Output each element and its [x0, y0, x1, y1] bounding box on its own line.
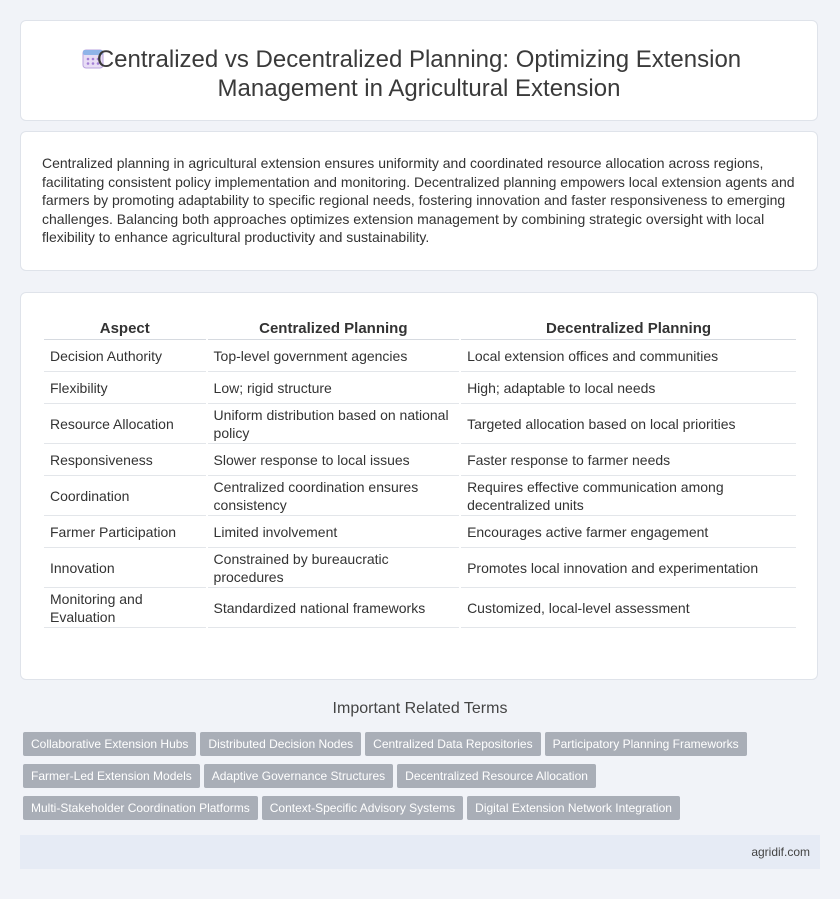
table-row	[44, 476, 796, 516]
site-name[interactable]: agridif.com	[751, 845, 810, 859]
table-cell: Targeted allocation based on local priorities	[461, 404, 796, 444]
related-term-tag[interactable]: Farmer-Led Extension Models	[23, 764, 200, 788]
table-header-row	[44, 315, 796, 340]
header-decentralized: Decentralized Planning	[461, 315, 796, 340]
table-cell: Slower response to local issues	[208, 444, 460, 476]
table-cell: Coordination	[44, 476, 206, 516]
table-cell: Promotes local innovation and experimentation	[461, 548, 796, 588]
table-row	[44, 404, 796, 444]
related-terms-title: Important Related Terms	[332, 700, 508, 717]
table-row	[44, 340, 796, 372]
table-cell: Responsiveness	[44, 444, 206, 476]
table-row	[44, 588, 796, 628]
table-row	[44, 548, 796, 588]
table-cell: Uniform distribution based on national policy	[208, 404, 460, 444]
table-row	[44, 444, 796, 476]
table-cell: Faster response to farmer needs	[461, 444, 796, 476]
page-title-line-1: Centralized vs Decentralized Planning: Optimizing Extension	[96, 46, 742, 73]
table-cell: Encourages active farmer engagement	[461, 516, 796, 548]
table-cell: Constrained by bureaucratic procedures	[208, 548, 460, 588]
table-cell: Customized, local-level assessment	[461, 588, 796, 628]
intro-text: Centralized planning in agricultural extension ensures uniformity and coordinated resource allocation across regions, facilitating consistent policy implementation and monitoring. Decentralized planning empowers local extension agents and farmers by promoting adaptability to specific regional needs, fostering innovation and faster responsiveness to emerging challenges. Balancing both approaches optimizes extension management by combining strategic oversight with local flexibility to enhance agricultural productivity and sustainability.	[42, 155, 795, 245]
related-terms-list	[23, 732, 803, 828]
table-cell: Monitoring and Evaluation	[44, 588, 206, 628]
header-aspect: Aspect	[44, 315, 206, 340]
header-card	[20, 20, 818, 121]
table-cell: High; adaptable to local needs	[461, 372, 796, 404]
related-term-tag[interactable]: Adaptive Governance Structures	[204, 764, 393, 788]
related-term-tag[interactable]: Digital Extension Network Integration	[467, 796, 680, 820]
related-term-tag[interactable]: Collaborative Extension Hubs	[23, 732, 196, 756]
related-term-tag[interactable]: Centralized Data Repositories	[365, 732, 540, 756]
comparison-card	[20, 292, 818, 680]
related-term-tag[interactable]: Multi-Stakeholder Coordination Platforms	[23, 796, 258, 820]
table-cell: Requires effective communication among decentralized units	[461, 476, 796, 516]
comparison-table	[42, 315, 798, 628]
table-cell: Decision Authority	[44, 340, 206, 372]
related-term-tag[interactable]: Decentralized Resource Allocation	[397, 764, 596, 788]
intro-card	[20, 131, 818, 271]
table-cell: Top-level government agencies	[208, 340, 460, 372]
table-cell: Resource Allocation	[44, 404, 206, 444]
table-cell: Standardized national frameworks	[208, 588, 460, 628]
table-cell: Centralized coordination ensures consistency	[208, 476, 460, 516]
page-title	[21, 45, 817, 103]
related-term-tag[interactable]: Context-Specific Advisory Systems	[262, 796, 463, 820]
table-row	[44, 516, 796, 548]
table-cell: Limited involvement	[208, 516, 460, 548]
header-centralized: Centralized Planning	[208, 315, 460, 340]
table-row	[44, 372, 796, 404]
table-cell: Innovation	[44, 548, 206, 588]
page-title-line-2: Management in Agricultural Extension	[217, 75, 621, 102]
table-cell: Low; rigid structure	[208, 372, 460, 404]
table-cell: Farmer Participation	[44, 516, 206, 548]
table-cell: Local extension offices and communities	[461, 340, 796, 372]
table-cell: Flexibility	[44, 372, 206, 404]
related-term-tag[interactable]: Participatory Planning Frameworks	[545, 732, 747, 756]
footer	[20, 835, 820, 869]
related-term-tag[interactable]: Distributed Decision Nodes	[200, 732, 361, 756]
